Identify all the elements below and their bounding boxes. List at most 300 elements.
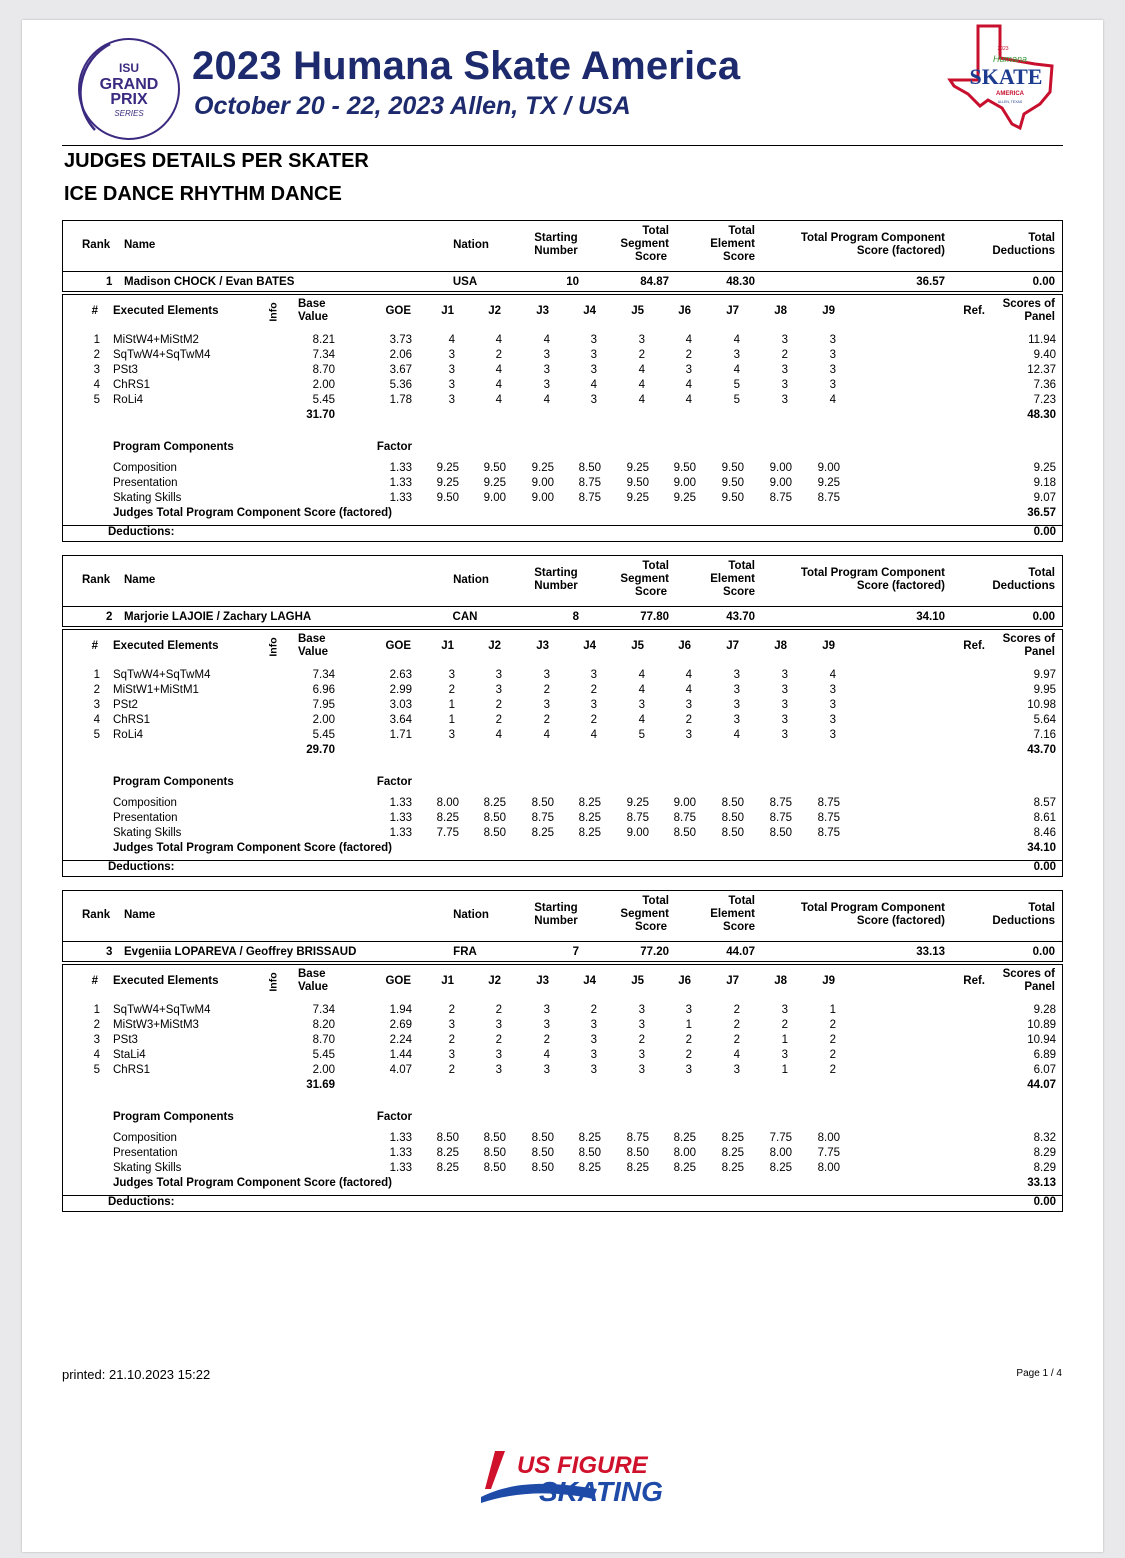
element-judge-score: 3	[495, 669, 502, 681]
element-base-value: 8.21	[312, 334, 335, 346]
judge-header: J2	[488, 305, 501, 317]
total-segment-header: Score	[635, 251, 667, 263]
element-judge-score: 3	[543, 669, 550, 681]
starting-number-header: Number	[534, 915, 578, 927]
element-judge-score: 3	[590, 1034, 597, 1046]
element-judge-score: 4	[543, 394, 550, 406]
element-judge-score: 3	[448, 669, 455, 681]
total-deductions: 0.00	[1032, 946, 1055, 958]
element-judge-score: 2	[495, 349, 502, 361]
component-judge-score: 9.25	[673, 492, 696, 504]
component-judge-score: 8.25	[626, 1162, 649, 1174]
component-judge-score: 9.50	[721, 477, 744, 489]
element-judge-score: 2	[543, 1034, 550, 1046]
summary-divider	[62, 271, 1063, 272]
executed-elements-header: Executed Elements	[113, 975, 219, 987]
element-judge-score: 2	[590, 1004, 597, 1016]
total-element-header: Total	[728, 225, 755, 237]
factor-header: Factor	[376, 441, 412, 453]
skater-nation: USA	[452, 276, 478, 288]
total-segment-header: Segment	[620, 238, 669, 250]
element-name: SqTwW4+SqTwM4	[113, 669, 211, 681]
element-judge-score: 4	[638, 714, 645, 726]
component-panel-score: 8.46	[1033, 827, 1056, 839]
component-judge-score: 8.25	[578, 1132, 601, 1144]
element-name: RoLi4	[113, 729, 144, 741]
element-base-value: 8.20	[312, 1019, 335, 1031]
usfs-logo-line: SKATING	[539, 1476, 663, 1507]
element-base-value: 2.00	[312, 379, 335, 391]
total-deductions: 0.00	[1032, 276, 1055, 288]
component-judge-score: 8.50	[483, 827, 506, 839]
element-name: ChRS1	[113, 714, 151, 726]
component-judge-score: 8.75	[817, 492, 840, 504]
element-panel-score: 12.37	[1027, 364, 1056, 376]
element-goe: 3.73	[389, 334, 412, 346]
element-judge-score: 4	[638, 669, 645, 681]
element-judge-score: 4	[733, 729, 740, 741]
judge-header: J4	[583, 305, 596, 317]
element-judge-score: 4	[638, 364, 645, 376]
name-header: Name	[124, 909, 156, 921]
component-judge-score: 8.25	[721, 1147, 744, 1159]
element-base-value: 2.00	[312, 1064, 335, 1076]
ref-header: Ref.	[963, 640, 985, 652]
deductions-label: Deductions:	[108, 861, 175, 873]
element-number: 3	[93, 699, 100, 711]
executed-elements-header: Executed Elements	[113, 640, 219, 652]
total-deductions-header: Total	[1028, 567, 1055, 579]
component-judge-score: 9.00	[483, 492, 506, 504]
element-judge-score: 3	[685, 1064, 692, 1076]
total-segment-header: Total	[642, 560, 669, 572]
element-base-value: 7.34	[312, 349, 335, 361]
component-judge-score: 9.25	[626, 797, 649, 809]
element-base-value: 7.95	[312, 699, 335, 711]
component-judge-score: 9.25	[531, 462, 554, 474]
element-judge-score: 3	[590, 1049, 597, 1061]
base-value-header: Value	[298, 981, 329, 993]
element-name: MiStW3+MiStM3	[113, 1019, 199, 1031]
component-judge-score: 8.25	[578, 1162, 601, 1174]
judge-header: J6	[678, 640, 691, 652]
event-title: 2023 Humana Skate America	[192, 44, 741, 88]
sa-logo-line: Humana	[992, 54, 1028, 64]
hash-header: #	[91, 305, 98, 317]
element-goe: 4.07	[389, 1064, 412, 1076]
element-judge-score: 2	[448, 1064, 455, 1076]
info-header: Info	[267, 302, 280, 322]
element-panel-score: 5.64	[1033, 714, 1056, 726]
element-judge-score: 3	[733, 699, 740, 711]
sa-logo-line: SKATE	[969, 64, 1043, 89]
component-name: Composition	[113, 462, 177, 474]
element-panel-score: 6.89	[1033, 1049, 1056, 1061]
element-judge-score: 3	[448, 1049, 455, 1061]
tpcs-score: 34.10	[916, 611, 945, 623]
component-judge-score: 8.75	[769, 492, 792, 504]
component-judge-score: 8.00	[817, 1132, 840, 1144]
hash-header: #	[91, 640, 98, 652]
printed-timestamp: printed: 21.10.2023 15:22	[62, 1367, 211, 1382]
element-judge-score: 3	[781, 1049, 788, 1061]
element-number: 1	[93, 334, 100, 346]
component-name: Presentation	[113, 477, 178, 489]
element-judge-score: 3	[590, 334, 597, 346]
element-judge-score: 2	[685, 1034, 692, 1046]
skater-block	[62, 890, 1063, 1210]
element-name: MiStW1+MiStM1	[113, 684, 199, 696]
component-judge-score: 9.00	[531, 477, 554, 489]
judge-header: J4	[583, 640, 596, 652]
element-judge-score: 4	[448, 334, 455, 346]
document-title: JUDGES DETAILS PER SKATER	[64, 150, 369, 172]
element-judge-score: 3	[448, 364, 455, 376]
deductions-box	[62, 1195, 1063, 1212]
component-name: Skating Skills	[113, 827, 182, 839]
judge-header: J5	[631, 305, 644, 317]
element-goe: 2.06	[389, 349, 412, 361]
element-judge-score: 3	[495, 1049, 502, 1061]
total-segment-header: Total	[642, 895, 669, 907]
component-judge-score: 9.00	[769, 462, 792, 474]
element-judge-score: 2	[733, 1034, 740, 1046]
component-judge-score: 8.50	[436, 1132, 459, 1144]
base-value-header: Base	[298, 633, 326, 645]
element-judge-score: 3	[448, 349, 455, 361]
element-panel-score: 10.98	[1027, 699, 1056, 711]
isu-logo-line: GRAND	[99, 76, 159, 93]
base-value-header: Value	[298, 646, 329, 658]
element-panel-score: 11.94	[1028, 334, 1056, 346]
component-panel-score: 8.57	[1033, 797, 1056, 809]
element-judge-score: 1	[829, 1004, 836, 1016]
element-judge-score: 2	[495, 714, 502, 726]
base-value-header: Base	[298, 298, 326, 310]
element-goe: 1.71	[389, 729, 412, 741]
element-judge-score: 3	[733, 1064, 740, 1076]
component-judge-score: 9.00	[673, 477, 696, 489]
component-panel-score: 8.29	[1033, 1162, 1056, 1174]
element-judge-score: 4	[685, 334, 692, 346]
element-judge-score: 3	[543, 1019, 550, 1031]
element-judge-score: 3	[543, 364, 550, 376]
element-judge-score: 2	[543, 684, 550, 696]
element-judge-score: 2	[685, 1049, 692, 1061]
component-judge-score: 8.75	[673, 812, 696, 824]
judge-header: J3	[536, 640, 549, 652]
event-subtitle: October 20 - 22, 2023 Allen, TX / USA	[194, 92, 631, 120]
element-panel-score: 10.94	[1027, 1034, 1056, 1046]
element-judge-score: 1	[448, 699, 455, 711]
element-goe: 2.99	[389, 684, 412, 696]
judge-header: J2	[488, 640, 501, 652]
element-judge-score: 4	[495, 379, 502, 391]
element-judge-score: 2	[448, 684, 455, 696]
component-name: Skating Skills	[113, 492, 182, 504]
goe-header: GOE	[385, 305, 411, 317]
total-segment-score: 84.87	[640, 276, 669, 288]
judge-header: J5	[631, 640, 644, 652]
total-deductions: 0.00	[1032, 611, 1055, 623]
element-judge-score: 4	[829, 394, 836, 406]
base-value-total: 29.70	[306, 744, 335, 756]
element-base-value: 6.96	[312, 684, 335, 696]
tpcs-header: Score (factored)	[856, 580, 945, 592]
element-judge-score: 4	[733, 364, 740, 376]
component-name: Skating Skills	[113, 1162, 182, 1174]
element-name: PSt3	[113, 1034, 138, 1046]
component-judge-score: 8.25	[531, 827, 554, 839]
component-judge-score: 8.50	[483, 1147, 506, 1159]
element-judge-score: 4	[685, 684, 692, 696]
skater-block	[62, 555, 1063, 875]
element-judge-score: 2	[590, 714, 597, 726]
judge-header: J1	[441, 975, 454, 987]
skate-america-logo	[940, 20, 1065, 140]
element-judge-score: 4	[495, 729, 502, 741]
executed-elements-header: Executed Elements	[113, 305, 219, 317]
element-base-value: 5.45	[312, 394, 335, 406]
component-factor: 1.33	[389, 1162, 412, 1174]
component-judge-score: 8.50	[721, 797, 744, 809]
total-element-header: Score	[723, 251, 755, 263]
element-judge-score: 2	[685, 714, 692, 726]
judge-header: J8	[774, 305, 787, 317]
element-panel-score: 7.23	[1033, 394, 1056, 406]
judge-header: J1	[441, 640, 454, 652]
total-deductions-header: Total	[1028, 232, 1055, 244]
base-value-header: Base	[298, 968, 326, 980]
element-judge-score: 3	[590, 699, 597, 711]
element-judge-score: 4	[733, 334, 740, 346]
component-judge-score: 8.75	[817, 797, 840, 809]
isu-logo-line: ISU	[118, 61, 140, 75]
element-judge-score: 3	[781, 334, 788, 346]
element-base-value: 8.70	[312, 364, 335, 376]
element-base-value: 7.34	[312, 1004, 335, 1016]
element-name: RoLi4	[113, 394, 144, 406]
skater-name: Madison CHOCK / Evan BATES	[124, 276, 295, 288]
component-judge-score: 8.50	[531, 797, 554, 809]
element-judge-score: 3	[590, 1019, 597, 1031]
usfs-logo-line: US FIGURE	[517, 1452, 648, 1479]
component-panel-score: 8.29	[1033, 1147, 1056, 1159]
element-judge-score: 4	[638, 684, 645, 696]
element-panel-score: 9.95	[1033, 684, 1056, 696]
sa-logo-line: 2023	[997, 46, 1009, 52]
component-judge-score: 8.75	[769, 812, 792, 824]
starting-number: 10	[566, 276, 579, 288]
element-judge-score: 2	[495, 699, 502, 711]
element-base-value: 7.34	[312, 669, 335, 681]
base-value-total: 31.69	[306, 1079, 335, 1091]
component-judge-score: 8.25	[436, 1147, 459, 1159]
total-element-score: 44.07	[726, 946, 755, 958]
header-rule	[62, 145, 1063, 146]
element-number: 3	[93, 1034, 100, 1046]
element-judge-score: 3	[543, 699, 550, 711]
starting-number-header: Number	[534, 580, 578, 592]
pcs-total: 36.57	[1027, 507, 1056, 519]
isu-logo-line: PRIX	[110, 91, 148, 108]
component-judge-score: 9.50	[721, 492, 744, 504]
element-judge-score: 3	[829, 714, 836, 726]
element-judge-score: 2	[638, 349, 645, 361]
element-judge-score: 3	[638, 1049, 645, 1061]
element-judge-score: 2	[495, 1034, 502, 1046]
element-judge-score: 3	[781, 729, 788, 741]
pcs-total: 34.10	[1027, 842, 1056, 854]
total-segment-header: Segment	[620, 908, 669, 920]
isu-logo-line: SERIES	[114, 109, 144, 118]
judge-header: J4	[583, 975, 596, 987]
nation-header: Nation	[453, 239, 489, 251]
element-panel-score: 6.07	[1033, 1064, 1056, 1076]
nation-header: Nation	[453, 909, 489, 921]
element-judge-score: 4	[685, 669, 692, 681]
element-number: 1	[93, 669, 100, 681]
element-goe: 3.67	[389, 364, 412, 376]
element-base-value: 8.70	[312, 1034, 335, 1046]
judge-header: J7	[726, 975, 739, 987]
element-number: 2	[93, 1019, 100, 1031]
pcs-total: 33.13	[1027, 1177, 1056, 1189]
component-judge-score: 8.50	[483, 812, 506, 824]
starting-number-header: Number	[534, 245, 578, 257]
element-judge-score: 3	[638, 1004, 645, 1016]
component-judge-score: 8.25	[721, 1132, 744, 1144]
element-judge-score: 4	[590, 379, 597, 391]
component-factor: 1.33	[389, 1132, 412, 1144]
element-name: PSt2	[113, 699, 138, 711]
base-value-header: Value	[298, 311, 329, 323]
total-deductions-header: Deductions	[992, 245, 1055, 257]
element-judge-score: 5	[638, 729, 645, 741]
component-judge-score: 8.25	[769, 1162, 792, 1174]
tpcs-header: Total Program Component	[800, 902, 945, 914]
element-judge-score: 4	[495, 334, 502, 346]
judge-header: J3	[536, 975, 549, 987]
total-element-header: Element	[710, 908, 755, 920]
judge-header: J3	[536, 305, 549, 317]
element-judge-score: 3	[685, 364, 692, 376]
scores-of-panel-header: Panel	[1024, 646, 1055, 658]
info-header: Info	[267, 972, 280, 992]
element-judge-score: 3	[685, 699, 692, 711]
total-segment-header: Score	[635, 586, 667, 598]
element-judge-score: 3	[829, 699, 836, 711]
judge-header: J9	[822, 305, 835, 317]
element-judge-score: 1	[448, 714, 455, 726]
element-judge-score: 3	[638, 1019, 645, 1031]
component-judge-score: 8.25	[436, 812, 459, 824]
element-judge-score: 3	[448, 379, 455, 391]
element-goe: 2.24	[389, 1034, 412, 1046]
element-judge-score: 4	[495, 364, 502, 376]
starting-number: 7	[572, 946, 579, 958]
element-judge-score: 4	[543, 1049, 550, 1061]
element-goe: 3.64	[389, 714, 412, 726]
element-judge-score: 2	[829, 1064, 836, 1076]
rank-header: Rank	[82, 909, 111, 921]
goe-header: GOE	[385, 640, 411, 652]
element-number: 4	[93, 1049, 100, 1061]
score-sheet-page	[22, 20, 1103, 1552]
skater-nation: CAN	[452, 611, 478, 623]
component-judge-score: 8.75	[817, 812, 840, 824]
element-judge-score: 3	[448, 394, 455, 406]
element-goe: 3.03	[389, 699, 412, 711]
tpcs-header: Score (factored)	[856, 915, 945, 927]
component-judge-score: 8.50	[721, 827, 744, 839]
deductions-value: 0.00	[1033, 1196, 1056, 1208]
element-judge-score: 3	[543, 349, 550, 361]
total-element-header: Total	[728, 560, 755, 572]
element-panel-score: 7.36	[1033, 379, 1056, 391]
element-name: StaLi4	[113, 1049, 146, 1061]
component-judge-score: 8.50	[531, 1132, 554, 1144]
component-judge-score: 7.75	[817, 1147, 840, 1159]
element-judge-score: 3	[733, 714, 740, 726]
total-element-header: Score	[723, 921, 755, 933]
element-judge-score: 1	[781, 1034, 788, 1046]
element-judge-score: 2	[590, 684, 597, 696]
element-judge-score: 3	[781, 684, 788, 696]
skater-nation: FRA	[453, 946, 477, 958]
judge-header: J1	[441, 305, 454, 317]
component-judge-score: 8.50	[721, 812, 744, 824]
component-judge-score: 9.50	[673, 462, 696, 474]
rank-header: Rank	[82, 574, 111, 586]
component-judge-score: 9.00	[769, 477, 792, 489]
skater-block	[62, 220, 1063, 540]
component-factor: 1.33	[389, 492, 412, 504]
element-judge-score: 3	[781, 1004, 788, 1016]
sa-logo-line: ALLEN, TEXAS	[997, 100, 1023, 104]
component-judge-score: 8.25	[436, 1162, 459, 1174]
component-judge-score: 8.50	[626, 1147, 649, 1159]
judges-total-label: Judges Total Program Component Score (factored)	[113, 1177, 393, 1189]
element-judge-score: 2	[733, 1004, 740, 1016]
element-judge-score: 1	[781, 1064, 788, 1076]
component-judge-score: 8.25	[578, 812, 601, 824]
tpcs-header: Total Program Component	[800, 232, 945, 244]
program-components-header: Program Components	[113, 441, 234, 453]
starting-number-header: Starting	[534, 902, 578, 914]
element-judge-score: 4	[543, 334, 550, 346]
component-judge-score: 9.50	[436, 492, 459, 504]
total-element-score: 48.30	[726, 276, 755, 288]
judges-total-label: Judges Total Program Component Score (factored)	[113, 507, 393, 519]
element-judge-score: 3	[781, 699, 788, 711]
element-judge-score: 3	[495, 1019, 502, 1031]
component-factor: 1.33	[389, 797, 412, 809]
deductions-label: Deductions:	[108, 526, 175, 538]
element-judge-score: 2	[781, 1019, 788, 1031]
element-judge-score: 3	[829, 379, 836, 391]
element-number: 5	[93, 394, 100, 406]
element-judge-score: 3	[781, 669, 788, 681]
component-name: Composition	[113, 797, 177, 809]
element-score-total: 44.07	[1027, 1079, 1056, 1091]
element-judge-score: 3	[448, 1019, 455, 1031]
judge-header: J7	[726, 640, 739, 652]
element-number: 5	[93, 729, 100, 741]
total-element-header: Element	[710, 573, 755, 585]
component-judge-score: 8.75	[578, 477, 601, 489]
total-segment-score: 77.20	[640, 946, 669, 958]
